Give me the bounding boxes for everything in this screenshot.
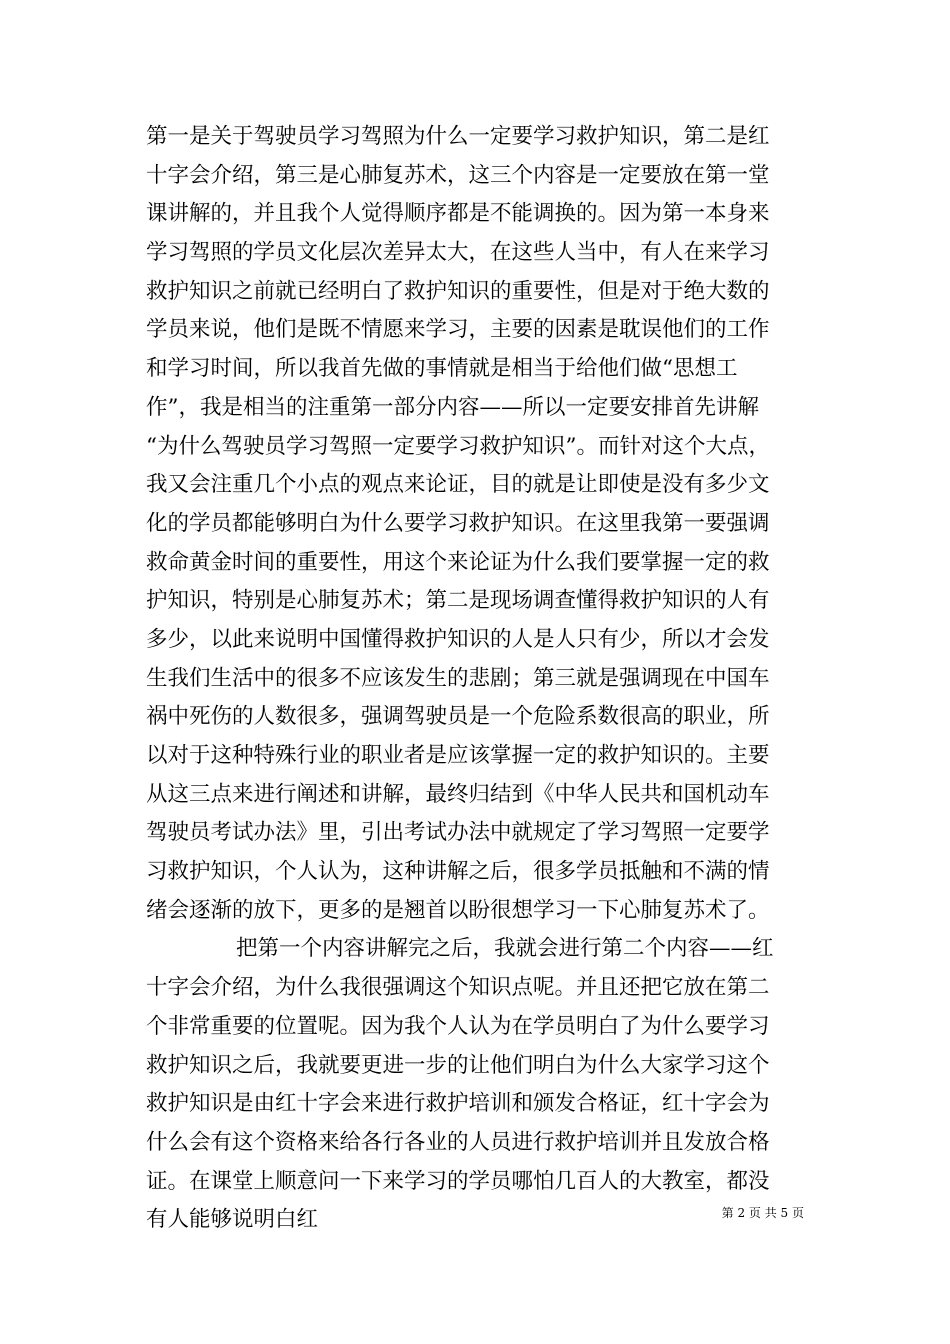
- text-line: 十字会介绍，为什么我很强调这个知识点呢。并且还把它放在第二: [146, 975, 770, 1001]
- text-line: 以对于这种特殊行业的职业者是应该掌握一定的救护知识的。主要: [146, 743, 770, 768]
- text-line: 救护知识之前就已经明白了救护知识的重要性，但是对于绝大数的: [146, 278, 770, 304]
- page-number-footer: 第 2 页 共 5 页: [721, 1206, 804, 1220]
- paragraph-start-line: 把第一个内容讲解完之后，我就会进行第二个内容——红: [236, 936, 774, 962]
- text-line: 多少，以此来说明中国懂得救护知识的人是人只有少，所以才会发: [146, 626, 770, 652]
- text-line: 有人能够说明白红: [146, 1207, 319, 1233]
- text-line: 从这三点来进行阐述和讲解，最终归结到《中华人民共和国机动车: [146, 781, 770, 807]
- text-line: 护知识，特别是心肺复苏术；第二是现场调查懂得救护知识的人有: [146, 588, 770, 614]
- text-line: 我又会注重几个小点的观点来论证，目的就是让即使是没有多少文: [146, 472, 770, 498]
- text-line: 作”，我是相当的注重第一部分内容——所以一定要安排首先讲解: [146, 394, 759, 420]
- text-line: 第一是关于驾驶员学习驾照为什么一定要学习救护知识，第二是红: [146, 124, 770, 149]
- text-line: 生我们生活中的很多不应该发生的悲剧；第三就是强调现在中国车: [146, 665, 770, 691]
- text-line: 驾驶员考试办法》里，引出考试办法中就规定了学习驾照一定要学: [146, 820, 770, 846]
- text-line: 证。在课堂上顺意问一下来学习的学员哪怕几百人的大教室，都没: [146, 1168, 770, 1194]
- text-line: 课讲解的，并且我个人觉得顺序都是不能调换的。因为第一本身来: [146, 201, 770, 227]
- text-line: 什么会有这个资格来给各行各业的人员进行救护培训并且发放合格: [146, 1129, 770, 1155]
- text-line: 学习驾照的学员文化层次差异太大，在这些人当中，有人在来学习: [146, 240, 770, 266]
- text-line: 绪会逐渐的放下，更多的是翘首以盼很想学习一下心肺复苏术了。: [146, 897, 770, 923]
- text-line: 个非常重要的位置呢。因为我个人认为在学员明白了为什么要学习: [146, 1013, 770, 1039]
- text-line: 救护知识之后，我就要更进一步的让他们明白为什么大家学习这个: [146, 1052, 770, 1078]
- text-line: 习救护知识，个人认为，这种讲解之后，很多学员抵触和不满的情: [146, 859, 770, 885]
- text-line: 救护知识是由红十字会来进行救护培训和颁发合格证，红十字会为: [146, 1091, 770, 1117]
- text-line: 十字会介绍，第三是心肺复苏术，这三个内容是一定要放在第一堂: [146, 162, 770, 188]
- body-text: [146, 118, 814, 1240]
- text-line: 化的学员都能够明白为什么要学习救护知识。在这里我第一要强调: [146, 510, 770, 536]
- text-line: 和学习时间，所以我首先做的事情就是相当于给他们做“思想工: [146, 356, 738, 382]
- text-line: 祸中死伤的人数很多，强调驾驶员是一个危险系数很高的职业，所: [146, 704, 770, 730]
- text-line: “为什么驾驶员学习驾照一定要学习救护知识”。而针对这个大点，: [146, 433, 770, 459]
- text-line: 救命黄金时间的重要性，用这个来论证为什么我们要掌握一定的救: [146, 549, 770, 575]
- text-line: 学员来说，他们是既不情愿来学习，主要的因素是耽误他们的工作: [146, 317, 770, 343]
